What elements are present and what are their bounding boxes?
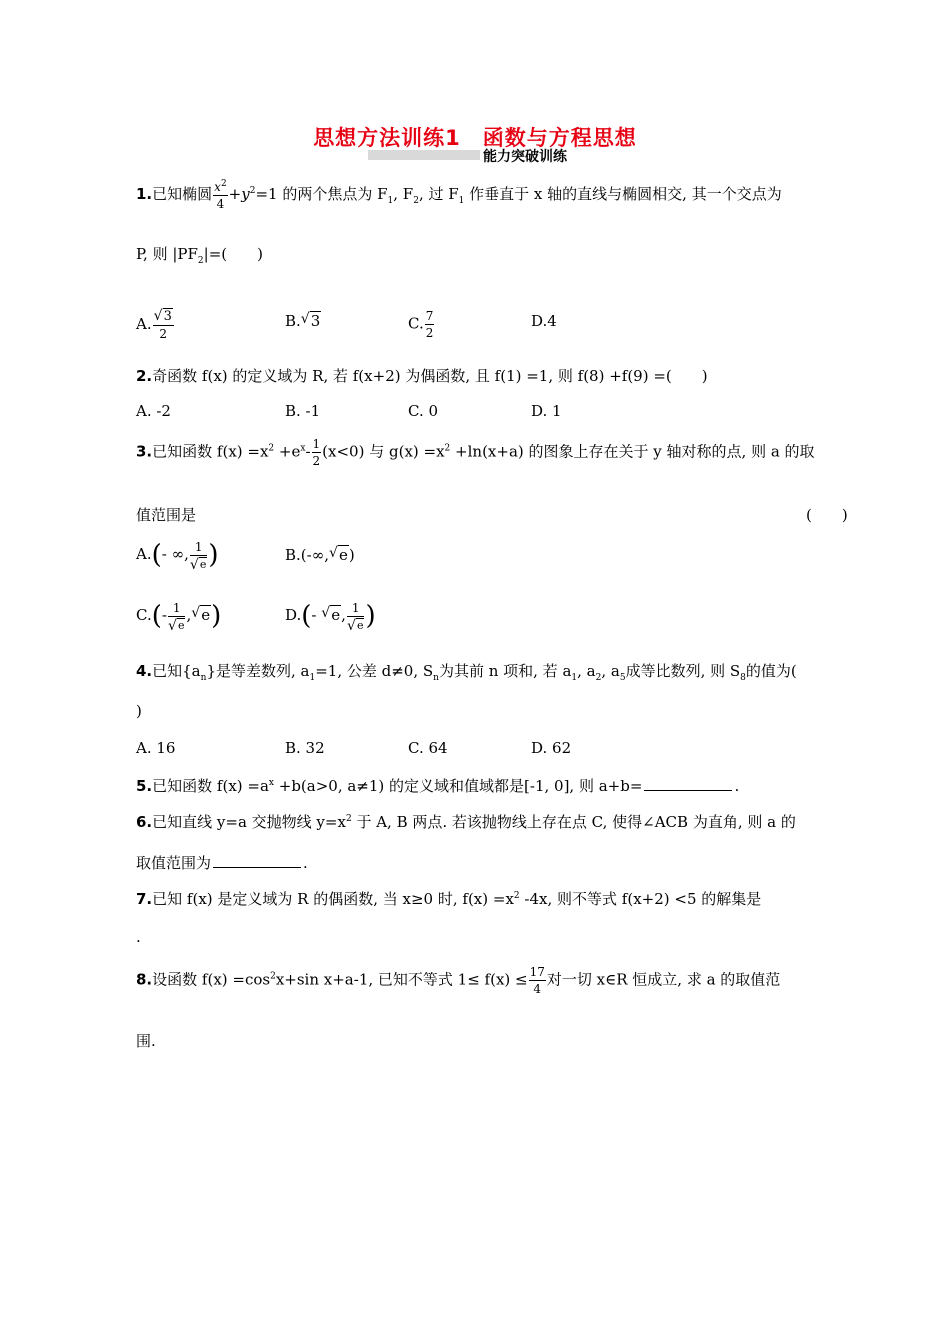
option-b[interactable]: B. 32 [285, 739, 325, 757]
option-a[interactable]: A. 16 [136, 739, 176, 757]
option-b[interactable]: B.(-∞,√ e) [285, 546, 355, 564]
section-subtitle: 能力突破训练 [483, 149, 567, 165]
question-1-line-1: 1.已知椭圆 $\frac{x^2}{4}$ $+y^2=1$ 的两个焦点为 $F_1$, $F_2$, 过 $F_1$ 作垂直于 x 轴的直线与椭圆相交, 其一个交点为 [136, 179, 782, 211]
option-c[interactable]: C.(- 1 √ e ,√ e) [136, 601, 221, 631]
question-number: 5. [136, 777, 153, 795]
question-7-line-1: 7.已知 f(x) 是定义域为 R 的偶函数, 当 x≥0 时, $f(x) =x^2$ -4x, 则不等式 f(x+2) <5 的解集是 [136, 890, 762, 908]
question-8-line-1: 8.设函数 $f(x) =\cos^2x+\sin$ x+a-1, 已知不等式 1≤ f(x) ≤ $\frac{17}{4}$ 对一切 x∈R 恒成立, 求 a 的取值范 [136, 965, 781, 996]
question-number: 4. [136, 662, 153, 680]
question-4-line-2: ) [136, 702, 142, 720]
question-7-line-2: . [136, 928, 141, 946]
option-c[interactable]: C. 64 [408, 739, 448, 757]
question-6-line-2: 取值范围为 . [136, 854, 308, 872]
question-number: 2. [136, 367, 153, 385]
question-1-line-2: P, 则 $|PF_2|=$( ) [136, 245, 263, 266]
answer-paren: ( ) [806, 506, 848, 524]
answer-blank[interactable] [213, 853, 301, 868]
option-c[interactable]: C. $\frac{7}{2}$ [408, 309, 434, 340]
option-d[interactable]: D. 1 [531, 402, 562, 420]
option-b[interactable]: B.√ 3 [285, 312, 321, 330]
question-6-line-1: 6.已知直线 y=a 交抛物线 $y=x^2$ 于 A, B 两点. 若该抛物线上存在点 C, 使得∠ACB 为直角, 则 a 的 [136, 813, 796, 831]
question-number: 8. [136, 970, 153, 989]
question-4-line-1: 4.已知$\{a_n\}$是等差数列, $a_1=1$, 公差 d≠0, $S_n$为其前 n 项和, 若 $a_1$, $a_2$, $a_5$成等比数列, 则 $S_8$的值为( [136, 662, 797, 683]
fraction: $\frac{x^2}{4}$ [214, 179, 227, 211]
option-d[interactable]: D. 62 [531, 739, 572, 757]
subtitle-highlight [368, 150, 480, 160]
question-2-line-1: 2.奇函数 f(x) 的定义域为 R, 若 f(x+2) 为偶函数, 且 f(1) =1, 则 f(8) +f(9) =( ) [136, 367, 708, 385]
question-5-line-1: 5.已知函数 $f(x) =a^x +b(a>0$, a≠1) 的定义域和值域都是[-1, 0], 则 a+b= . [136, 777, 740, 795]
option-a[interactable]: A.(- ∞, 1 √ e ) [136, 540, 219, 570]
question-3-line-2: 值范围是 [136, 506, 197, 524]
option-b[interactable]: B. -1 [285, 402, 321, 420]
question-number: 3. [136, 442, 153, 461]
answer-blank[interactable] [644, 776, 732, 791]
question-number: 7. [136, 890, 153, 908]
question-number: 6. [136, 813, 153, 831]
page-title: 思想方法训练1 函数与方程思想 [313, 126, 637, 150]
option-c[interactable]: C. 0 [408, 402, 439, 420]
option-d[interactable]: D.4 [531, 312, 557, 330]
option-a[interactable]: A. √ $\frac{3}{2}$ [136, 310, 175, 340]
question-8-line-2: 围. [136, 1032, 156, 1050]
question-number: 1. [136, 185, 153, 203]
question-3-line-1: 3.已知函数 $f(x) =x^2 +e^x-$ $\frac{1}{2}$ (x<0) 与 $g(x) =x^2 +\ln(x+a)$ 的图象上存在关于 y 轴对称的点, 则 a 的取 [136, 437, 815, 468]
option-a[interactable]: A. -2 [136, 402, 171, 420]
option-d[interactable]: D.(- √ e, 1 √ e ) [285, 601, 376, 631]
